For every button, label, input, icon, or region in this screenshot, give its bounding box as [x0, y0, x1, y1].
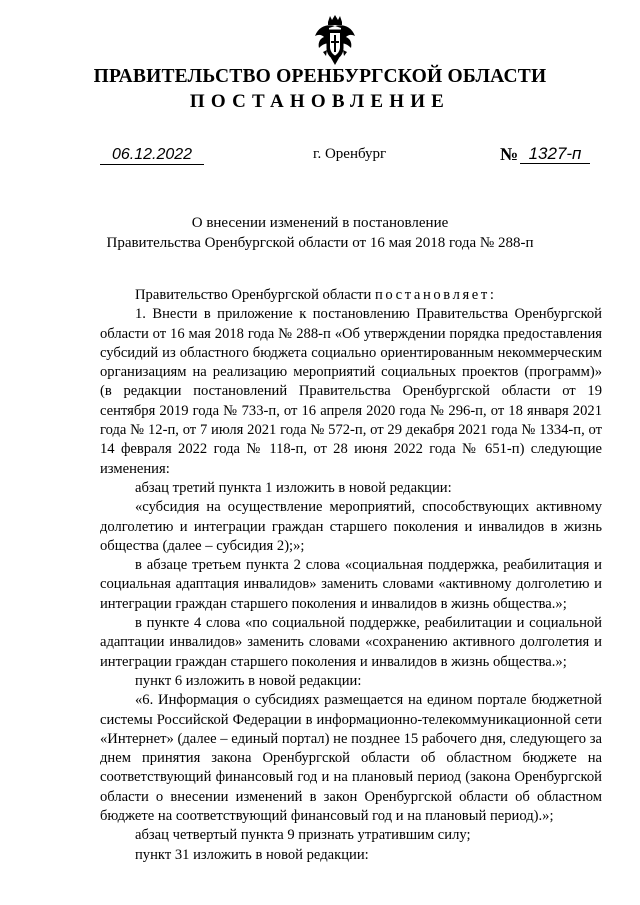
intro-spaced-word: постановляет	[374, 287, 490, 303]
document-number: 1327-п	[520, 144, 590, 164]
body-paragraph: 1. Внести в приложение к постановлению Правительства Оренбургской области от 16 мая 2018 года № 288-п «Об утверждении порядка предоставления субсидий из областного бюджета социально ориентированным некоммерческим организациям на реализацию мероприятий социальных проектов (программ)» (в редакции постановлений Правительства Оренбургской области от 19 сентября 2019 года № 733-п, от 16 апреля 2020 года № 296-п, от 18 января 2021 года № 12-п, от 7 июля 2021 года № 572-п, от 29 декабря 2021 года № 1334-п, от 14 февраля 2022 года № 118-п, от 28 июня 2022 года № 651-п) следующие изменения:	[100, 306, 602, 477]
intro-paragraph	[100, 286, 602, 305]
document-number-label: №	[500, 144, 519, 164]
body-paragraph: в абзаце третьем пункта 2 слова «социальная поддержка, реабилитация и социальная адаптация инвалидов» заменить словами «активному долголетию и интеграции граждан старшего поколения и инвалидов в жизнь общества.»;	[100, 557, 602, 612]
body-paragraph: абзац третий пункта 1 изложить в новой редакции:	[135, 479, 452, 496]
document-subject	[0, 213, 640, 253]
document-body	[100, 286, 602, 865]
body-paragraph: в пункте 4 слова «по социальной поддержке, реабилитации и социальной адаптации инвалидов» заменить словами «сохранению активного долголетия и интеграции граждан старшего поколения и инвалидов в жизнь общества.»;	[100, 615, 602, 670]
intro-end: :	[489, 287, 494, 303]
body-paragraph: абзац четвертый пункта 9 признать утратившим силу;	[135, 827, 471, 844]
body-paragraph: «6. Информация о субсидиях размещается на едином портале бюджетной системы Российской Федерации в информационно-телекоммуникационной сети «Интернет» (далее – единый портал) не позднее 15 рабочего дня, следующего за днем принятия закона Оренбургской области об областном бюджете на соответствующий финансовый год и на плановый период (закона Оренбургской области о внесении изменений в закон Оренбургской области об областном бюджете на соответствующий финансовый год и на плановый период).»;	[100, 692, 602, 825]
subject-line-1: О внесении изменений в постановление	[191, 215, 449, 231]
document-date: 06.12.2022	[100, 146, 204, 165]
body-paragraph: пункт 31 изложить в новой редакции:	[135, 846, 369, 863]
subject-line-2: Правительства Оренбургской области от 16 мая 2018 года № 288-п	[106, 235, 534, 251]
document-type-title: ПОСТАНОВЛЕНИЕ	[189, 91, 451, 112]
body-paragraph: «субсидия на осуществление мероприятий, способствующих активному долголетию и интеграции граждан старшего поколения и инвалидов в жизнь общества (далее – субсидия 2);»;	[100, 499, 602, 554]
body-paragraph: пункт 6 изложить в новой редакции:	[135, 672, 362, 689]
document-city: г. Оренбург	[313, 146, 387, 162]
coat-of-arms-icon	[313, 14, 357, 66]
government-title: ПРАВИТЕЛЬСТВО ОРЕНБУРГСКОЙ ОБЛАСТИ	[93, 66, 547, 87]
intro-text: Правительство Оренбургской области	[135, 287, 375, 303]
